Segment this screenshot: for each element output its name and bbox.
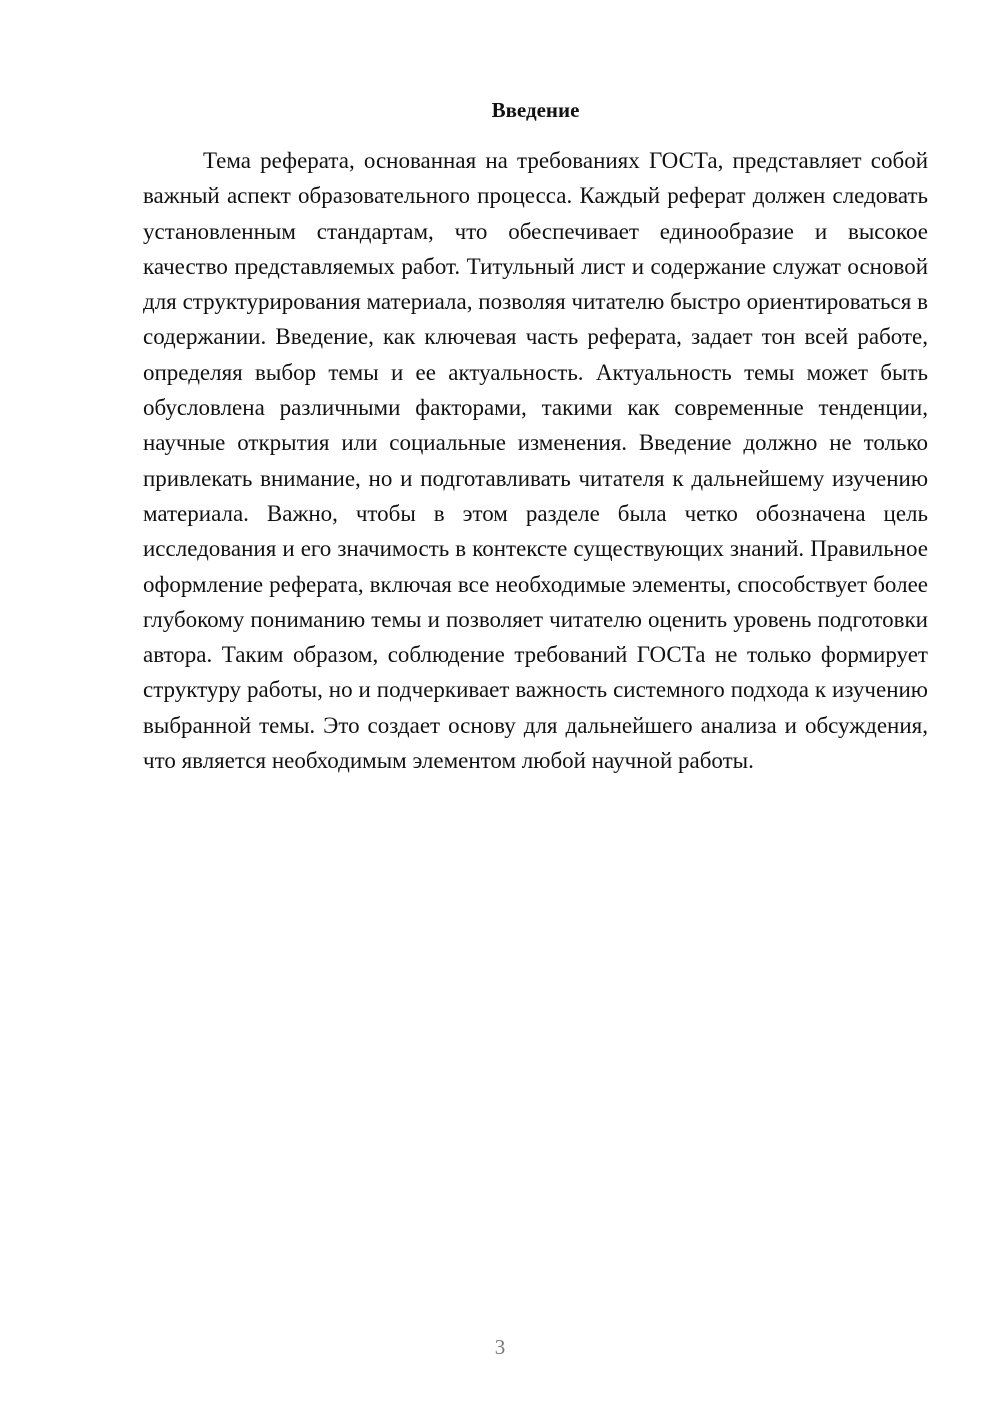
page-number: 3 [494, 1335, 506, 1359]
body-paragraph: Тема реферата, основанная на требованиях ГОСТа, представляет собой важный аспект образовательного процесса. Каждый реферат должен следовать установленным стандартам, что обеспечивает единообразие и высокое качество представляемых работ. Титульный лист и содержание служат основой для структурирования материала, позволяя читателю быстро ориентироваться в содержании. Введение, как ключевая часть реферата, задает тон всей работе, определяя выбор темы и ее актуальность. Актуальность темы может быть обусловлена различными факторами, такими как современные тенденции, научные открытия или социальные изменения. Введение должно не только привлекать внимание, но и подготавливать читателя к дальнейшему изучению материала. Важно, чтобы в этом разделе была четко обозначена цель исследования и его значимость в контексте существующих знаний. Правильное оформление реферата, включая все необходимые элементы, способствует более глубокому пониманию темы и позволяет читателю оценить уровень подготовки автора. Таким образом, соблюдение требований ГОСТа не только формирует структуру работы, но и подчеркивает важность системного подхода к изучению выбранной темы. Это создает основу для дальнейшего анализа и обсуждения, что является необходимым элементом любой научной работы. [143, 148, 928, 774]
section-heading: Введение [491, 98, 580, 122]
